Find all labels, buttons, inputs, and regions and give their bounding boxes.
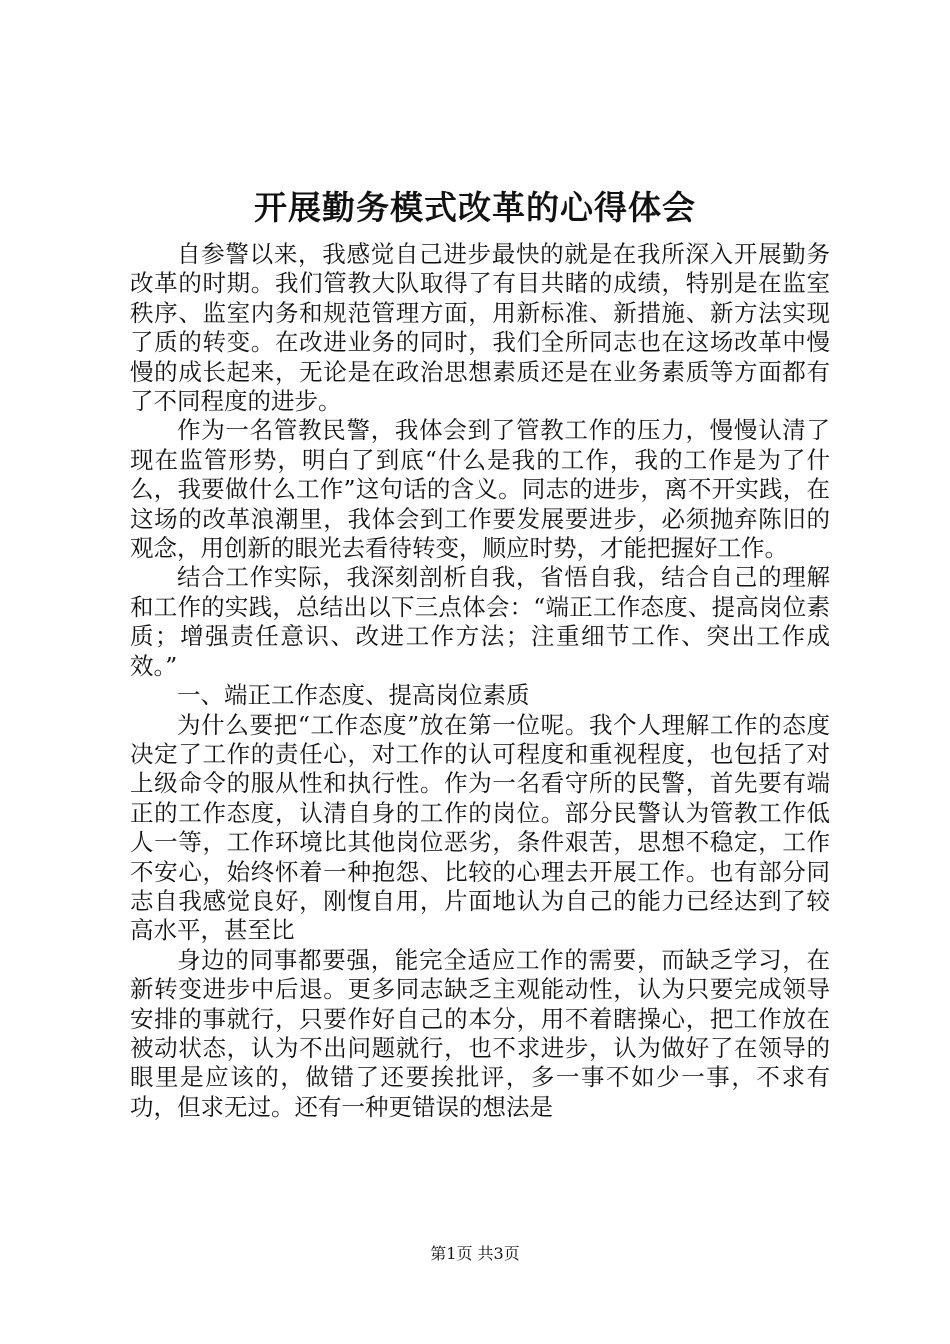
paragraph-4: 为什么要把“工作态度”放在第一位呢。我个人理解工作的态度决定了工作的责任心，对工作的认可程度和重视程度，也包括了对上级命令的服从性和执行性。作为一名看守所的民警，首先要有端正的工作态度，认清自身的工作的岗位。部分民警认为管教工作低人一等，工作环境比其他岗位恶劣，条件艰苦，思想不稳定，工作不安心，始终怀着一种抱怨、比较的心理去开展工作。也有部分同志自我感觉良好，刚愎自用，片面地认为自己的能力已经达到了较高水平，甚至比 [130,710,830,945]
page-number-footer: 第1页 共3页 [430,1244,520,1263]
paragraph-3: 结合工作实际，我深刻剖析自我，省悟自我，结合自己的理解和工作的实践，总结出以下三点体会：“端正工作态度、提高岗位素质；增强责任意识、改进工作方法；注重细节工作、突出工作成效。” [130,563,830,680]
document-body [130,240,830,1122]
paragraph-5: 身边的同事都要强，能完全适应工作的需要，而缺乏学习，在新转变进步中后退。更多同志缺乏主观能动性，认为只要完成领导安排的事就行，只要作好自己的本分，用不着瞎操心，把工作放在被动状态，认为不出问题就行，也不求进步，认为做好了在领导的眼里是应该的，做错了还要挨批评，多一事不如少一事，不求有功，但求无过。还有一种更错误的想法是 [130,945,830,1121]
section-heading-1: 一、端正工作态度、提高岗位素质 [177,681,530,710]
document-title: 开展勤务模式改革的心得体会 [254,188,696,227]
paragraph-1: 自参警以来，我感觉自己进步最快的就是在我所深入开展勤务改革的时期。我们管教大队取得了有目共睹的成绩，特别是在监室秩序、监室内务和规范管理方面，用新标准、新措施、新方法实现了质的转变。在改进业务的同时，我们全所同志也在这场改革中慢慢的成长起来，无论是在政治思想素质还是在业务素质等方面都有了不同程度的进步。 [130,240,830,416]
paragraph-2: 作为一名管教民警，我体会到了管教工作的压力，慢慢认清了现在监管形势，明白了到底“什么是我的工作，我的工作是为了什么，我要做什么工作”这句话的含义。同志的进步，离不开实践，在这场的改革浪潮里，我体会到工作要发展要进步，必须抛弃陈旧的观念，用创新的眼光去看待转变，顺应时势，才能把握好工作。 [130,416,830,563]
